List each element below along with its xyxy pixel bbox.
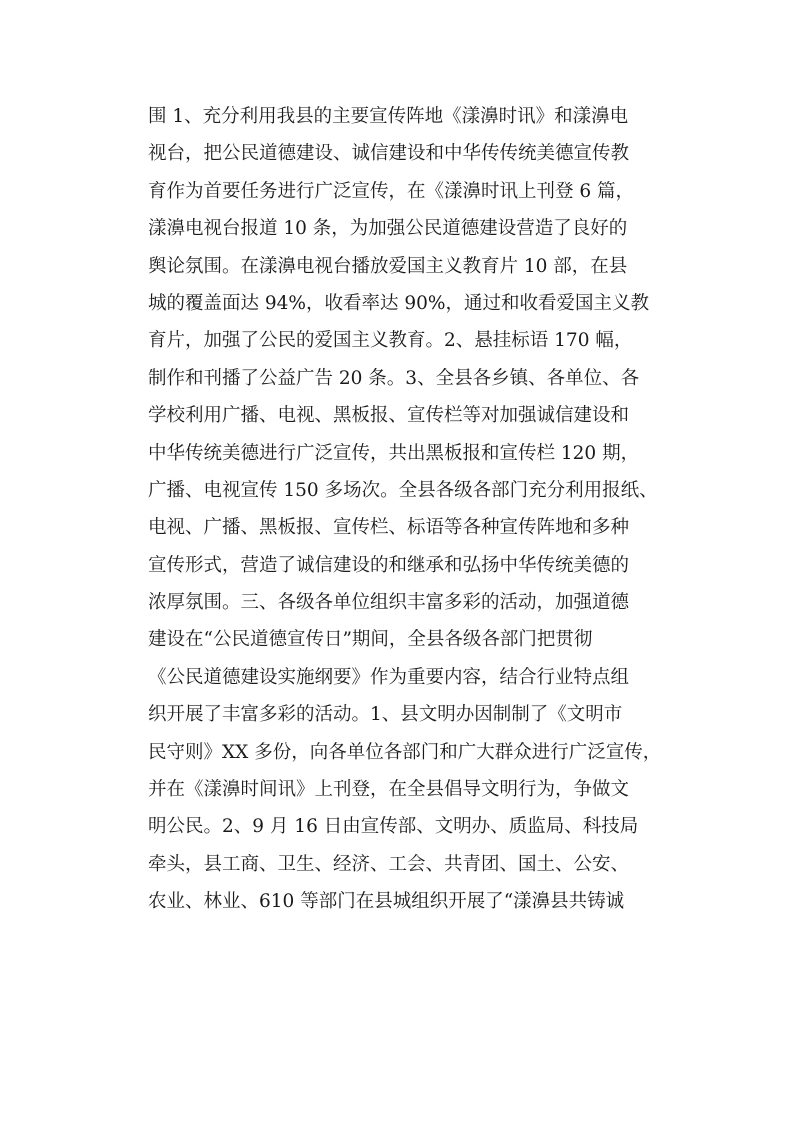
text-line: 并在《漾濞时间讯》上刊登，在全县倡导文明行为，争做文	[148, 779, 630, 801]
text-line: 广播、电视宣传 150 多场次。全县各级各部门充分利用报纸、	[148, 479, 658, 501]
text-line: 民守则》XX 多份，向各单位各部门和广大群众进行广泛宣传，	[148, 741, 662, 763]
text-line: 漾濞电视台报道 10 条，为加强公民道德建设营造了良好的	[148, 218, 628, 240]
text-line: 中华传统美德进行广泛宣传，共出黑板报和宣传栏 120 期，	[148, 442, 640, 464]
text-line: 围 1、充分利用我县的主要宣传阵地《漾濞时讯》和漾濞电	[148, 106, 629, 127]
text-line: 育作为首要任务进行广泛宣传，在《漾濞时讯上刊登 6 篇，	[148, 180, 635, 202]
text-line: 牵头，县工商、卫生、经济、工会、共青团、国土、公安、	[148, 853, 630, 875]
text-line: 织开展了丰富多彩的活动。1、县文明办因制制了《文明市	[148, 704, 623, 726]
body-text	[148, 98, 693, 921]
text-line: 制作和刊播了公益广告 20 条。3、全县各乡镇、各单位、各	[148, 367, 640, 389]
text-line: 建设在“公民道德宣传日”期间，全县各级各部门把贯彻	[148, 629, 593, 651]
text-line: 农业、林业、610 等部门在县城组织开展了“漾濞县共铸诚	[148, 891, 625, 913]
text-line: 学校利用广播、电视、黑板报、宣传栏等对加强诚信建设和	[148, 405, 630, 427]
text-line: 明公民。2、9 月 16 日由宣传部、文明办、质监局、科技局	[148, 816, 639, 838]
text-line: 宣传形式，营造了诚信建设的和继承和弘扬中华传统美德的	[148, 554, 630, 576]
text-line: 电视、广播、黑板报、宣传栏、标语等各种宣传阵地和多种	[148, 517, 630, 539]
text-line: 舆论氛围。在漾濞电视台播放爱国主义教育片 10 部，在县	[148, 255, 628, 277]
text-line: 视台，把公民道德建设、诚信建设和中华传传统美德宣传教	[148, 143, 630, 165]
text-line: 城的覆盖面达 94%，收看率达 90%，通过和收看爱国主义教	[148, 292, 650, 314]
text-line: 浓厚氛围。三、各级各单位组织丰富多彩的活动，加强道德	[148, 592, 630, 614]
text-line: 《公民道德建设实施纲要》作为重要内容，结合行业特点组	[148, 666, 630, 688]
text-line: 育片，加强了公民的爱国主义教育。2、悬挂标语 170 幅，	[148, 330, 633, 352]
